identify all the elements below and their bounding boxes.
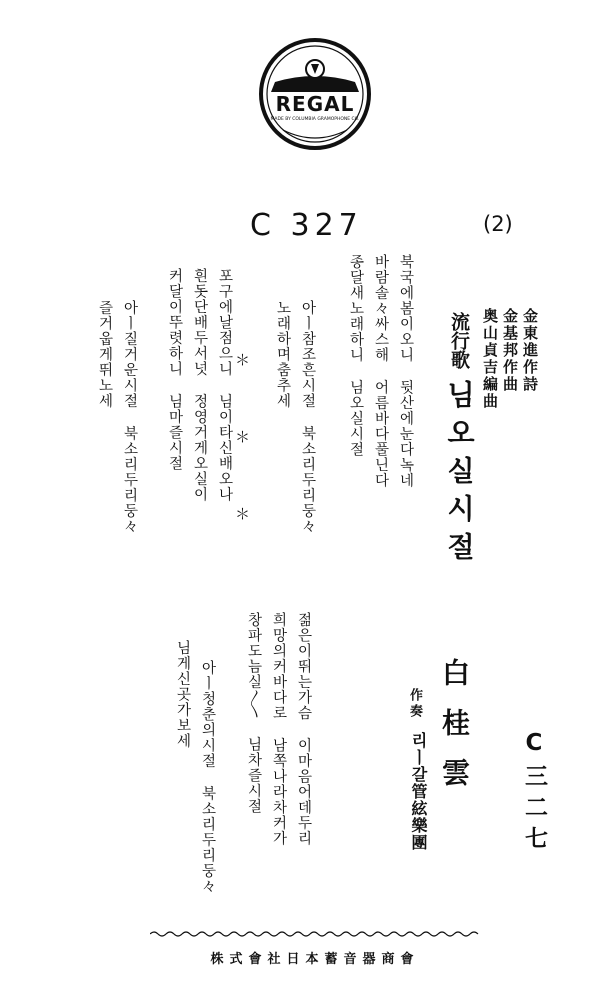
verse3-line3: 창파도늠실〱 님차즐시절 (245, 612, 262, 814)
chorus3-line1: 아ㅣ청춘의시절 북소리두리둥々 (199, 660, 216, 894)
verse3-line1: 젊은이뛰는가슴 이마음어데두리 (295, 612, 312, 846)
publisher-name: 株式會社日本蓄音器商會 (210, 952, 420, 967)
verse2-line1: 포구에날점으니 님이타신배오나 (216, 268, 233, 502)
verse1-line3: 종달새노래하니 님오실시절 (347, 254, 364, 457)
verse2-line3: 커달이뚜렷하니 님마즐시절 (166, 268, 183, 471)
stanza-separator: ＊ ＊ ＊ (233, 352, 251, 543)
verse3-line2: 희망의커바다로 남쪽나라차커가 (270, 612, 287, 846)
lyricist-credit: 金東進作詩 (521, 308, 539, 393)
orchestra-name: 리ㅣ갈管絃樂團 (409, 732, 428, 851)
composer-credit: 金基邦作曲 (501, 308, 519, 393)
verse1-line1: 북국에봄이오니 뒷산에눈다녹네 (397, 254, 414, 488)
chorus3-line2: 님게신곳가보세 (174, 640, 191, 749)
regal-logo-emblem (255, 30, 375, 155)
verse1-line2: 바람솔々싸스해 어름바다풀닌다 (372, 254, 389, 488)
arranger-credit: 奥山貞吉編曲 (481, 308, 499, 410)
song-title: 님오실시절 (443, 380, 476, 570)
logo-brand: REGAL (275, 92, 355, 116)
performer-name: 白桂雲 (438, 658, 471, 808)
side-number: (2) (483, 212, 513, 236)
chorus1-line2: 노래하며춤추세 (274, 300, 291, 409)
catalog-number-vertical: C三二七 (521, 730, 547, 857)
chorus1-line1: 아ㅣ참조흔시절 북소리두리둥々 (299, 300, 316, 534)
regal-logo (255, 30, 375, 155)
catalog-number: C 327 (250, 208, 363, 243)
performer-role: 作奏 (407, 688, 422, 720)
decorative-divider (150, 930, 480, 938)
verse2-line2: 흰돗단배두서넛 정영거게오실이 (191, 268, 208, 502)
chorus2-line1: 아ㅣ질거운시절 북소리두리둥々 (121, 300, 138, 534)
logo-fine-print: MADE BY COLUMBIA GRAMOPHONE CO. (270, 117, 360, 122)
chorus2-line2: 즐거웁게뛰노세 (96, 300, 113, 409)
song-genre: 流行歌 (448, 312, 470, 369)
